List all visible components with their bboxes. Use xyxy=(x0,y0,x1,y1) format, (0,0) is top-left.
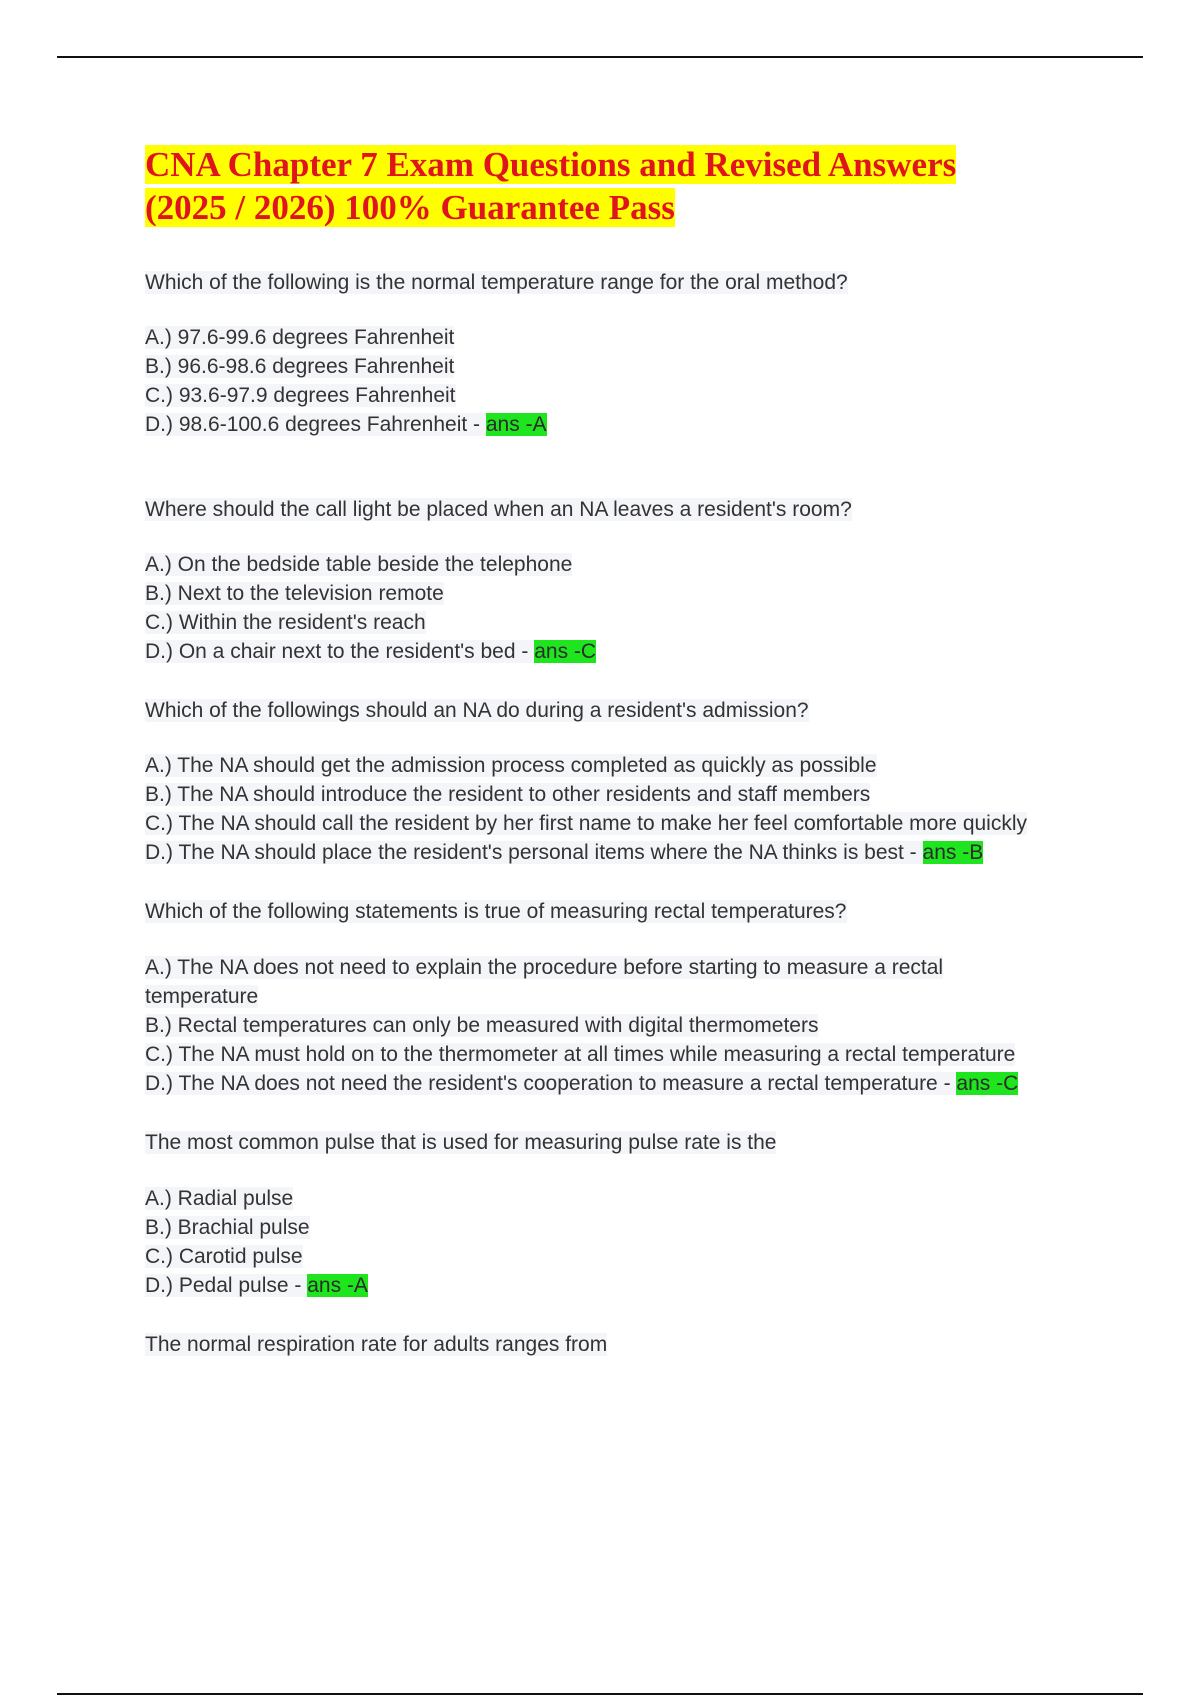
option-b: B.) The NA should introduce the resident to other residents and staff members xyxy=(145,783,871,806)
question-1 xyxy=(145,268,1145,297)
option-a: A.) The NA does not need to explain the procedure before starting to measure a rectal xyxy=(145,956,944,979)
option-d: D.) The NA should place the resident's personal items where the NA thinks is best - ans -B xyxy=(145,841,984,864)
option-c: C.) The NA must hold on to the thermometer at all times while measuring a rectal temperature xyxy=(145,1043,1016,1066)
option-c: C.) Within the resident's reach xyxy=(145,611,426,634)
question-text: Which of the following statements is true of measuring rectal temperatures? xyxy=(145,900,847,923)
options-3 xyxy=(145,751,1145,867)
option-d: D.) 98.6-100.6 degrees Fahrenheit - ans -A xyxy=(145,413,547,436)
option-a: A.) On the bedside table beside the telephone xyxy=(145,553,573,576)
question-4 xyxy=(145,897,1145,926)
bottom-rule xyxy=(57,1693,1143,1695)
document-body xyxy=(145,143,1145,1359)
option-b: B.) Brachial pulse xyxy=(145,1216,310,1239)
answer-badge: ans -C xyxy=(956,1072,1019,1095)
options-2 xyxy=(145,550,1145,666)
question-text: The normal respiration rate for adults ranges from xyxy=(145,1333,608,1356)
question-text: The most common pulse that is used for measuring pulse rate is the xyxy=(145,1131,777,1154)
title-line-2: (2025 / 2026) 100% Guarantee Pass xyxy=(145,188,675,227)
title-line-1: CNA Chapter 7 Exam Questions and Revised Answers xyxy=(145,145,957,184)
options-1 xyxy=(145,323,1145,439)
question-6 xyxy=(145,1330,1145,1359)
question-text: Which of the followings should an NA do during a resident's admission? xyxy=(145,699,809,722)
document-title xyxy=(145,143,1145,229)
question-2 xyxy=(145,495,1145,524)
option-c: C.) The NA should call the resident by her first name to make her feel comfortable more quickly xyxy=(145,812,1028,835)
question-text: Which of the following is the normal temperature range for the oral method? xyxy=(145,271,848,294)
option-c: C.) 93.6-97.9 degrees Fahrenheit xyxy=(145,384,456,407)
option-b: B.) Next to the television remote xyxy=(145,582,444,605)
option-d: D.) On a chair next to the resident's bed - ans -C xyxy=(145,640,597,663)
answer-badge: ans -C xyxy=(534,640,597,663)
option-d: D.) Pedal pulse - ans -A xyxy=(145,1274,368,1297)
option-d: D.) The NA does not need the resident's cooperation to measure a rectal temperature - ans -C xyxy=(145,1072,1019,1095)
option-a: A.) The NA should get the admission process completed as quickly as possible xyxy=(145,754,877,777)
option-a: A.) Radial pulse xyxy=(145,1187,294,1210)
option-b: B.) Rectal temperatures can only be measured with digital thermometers xyxy=(145,1014,819,1037)
option-c: C.) Carotid pulse xyxy=(145,1245,303,1268)
question-5 xyxy=(145,1128,1145,1157)
options-5 xyxy=(145,1184,1145,1300)
options-4 xyxy=(145,953,1145,1098)
answer-badge: ans -B xyxy=(922,841,984,864)
question-text: Where should the call light be placed when an NA leaves a resident's room? xyxy=(145,498,852,521)
answer-badge: ans -A xyxy=(485,413,547,436)
question-3 xyxy=(145,696,1145,725)
option-a-continued: temperature xyxy=(145,985,259,1008)
option-b: B.) 96.6-98.6 degrees Fahrenheit xyxy=(145,355,455,378)
option-a: A.) 97.6-99.6 degrees Fahrenheit xyxy=(145,326,455,349)
answer-badge: ans -A xyxy=(307,1274,368,1297)
top-rule xyxy=(57,56,1143,58)
